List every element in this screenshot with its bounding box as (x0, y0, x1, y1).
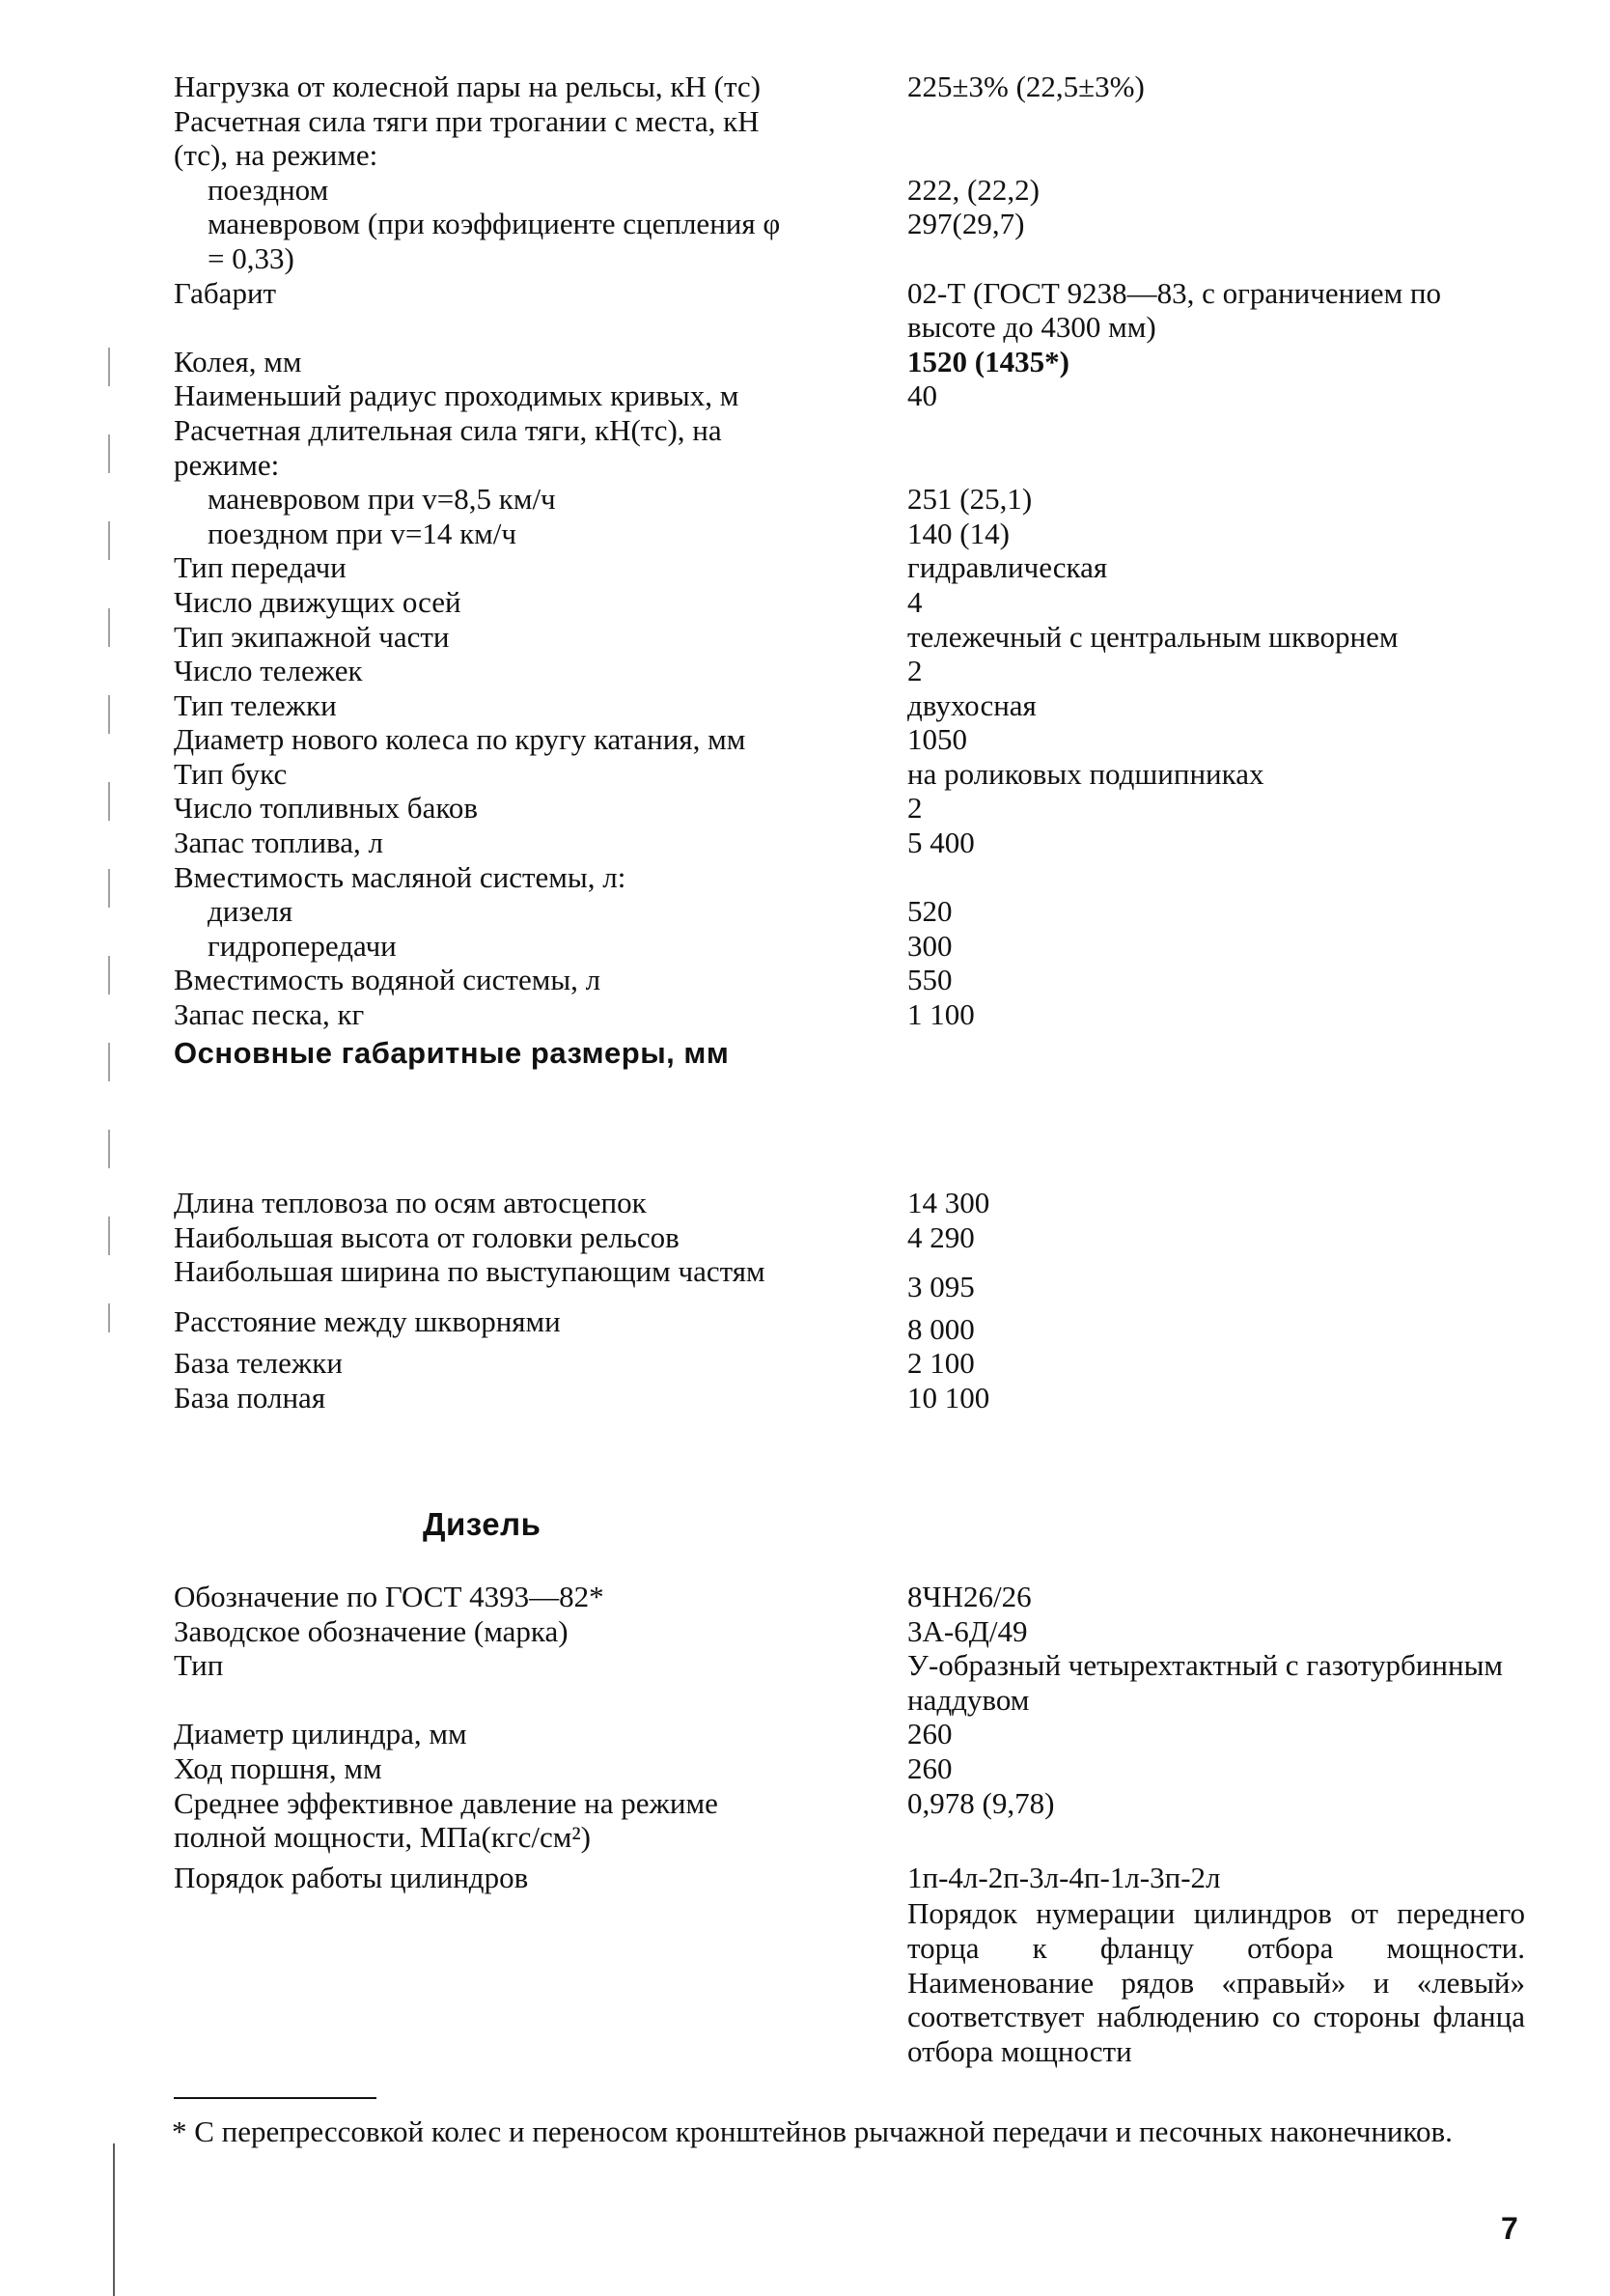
spec-label: Тип букс (174, 756, 288, 791)
spec-value: 40 (907, 378, 937, 413)
spec-label: Заводское обозначение (марка) (174, 1613, 569, 1648)
spec-value: 1 100 (907, 997, 975, 1032)
spec-row (174, 860, 1525, 895)
spec-label: гидропередачи (208, 928, 397, 963)
spec-label: Порядок работы цилиндров (174, 1860, 529, 1894)
spec-row (174, 1861, 1525, 2069)
spec-value: 8 000 (907, 1311, 975, 1346)
spec-value: 2 100 (907, 1346, 975, 1381)
spec-label: Тип тележки (174, 687, 337, 722)
spec-row (174, 791, 1525, 826)
spec-value: 260 (907, 1750, 953, 1785)
spec-row (174, 70, 1525, 104)
cylinder-numbering-note: Порядок нумерации цилиндров от переднего торца к фланцу отбора мощности. Наименование рядов «правый» и «левый» соответствует наблюдению со стороны фланца отбора мощности (907, 1896, 1525, 2068)
footnote: * С перепрессовкой колес и переносом кронштейнов рычажной передачи и песочных наконечников. (172, 2114, 1453, 2148)
spec-label: Число топливных баков (174, 791, 478, 826)
spec-value: 1п-4л-2п-3л-4п-1л-3п-2л (907, 1860, 1221, 1894)
spec-label: Наименьший радиус проходимых кривых, м (174, 378, 739, 413)
spec-value: 520 (907, 894, 953, 929)
spec-value: 2 (907, 791, 923, 826)
spec-row (174, 963, 1525, 997)
spec-value: 4 (907, 584, 923, 619)
spec-value: 550 (907, 963, 953, 997)
spec-value: 225±3% (22,5±3%) (907, 70, 1145, 103)
spec-row (174, 1751, 1525, 1786)
spec-row (174, 722, 1525, 757)
spec-row (174, 345, 1525, 379)
spec-value: 260 (907, 1717, 953, 1751)
spec-label: Ход поршня, мм (174, 1750, 382, 1785)
spec-value (907, 860, 1525, 895)
spec-value: 2 (907, 654, 923, 688)
spec-label: Наибольшая ширина по выступающим частям (174, 1254, 765, 1289)
spec-value-with-note (907, 1861, 1525, 2069)
spec-value: на роликовых подшипниках (907, 756, 1264, 791)
spec-value: 14 300 (907, 1186, 990, 1219)
spec-value: 3А-6Д/49 (907, 1613, 1028, 1648)
spec-row (174, 482, 1525, 517)
spec-row (174, 929, 1525, 964)
spec-value: 4 290 (907, 1219, 975, 1254)
spec-value (907, 104, 1525, 173)
spec-value: гидравлическая (907, 550, 1108, 585)
spec-value: 1050 (907, 722, 967, 757)
spec-row (174, 1786, 1525, 1855)
spec-label: Расстояние между шкворнями (174, 1303, 561, 1338)
spec-value: 02-Т (ГОСТ 9238—83, с ограничением по высоте до 4300 мм) (907, 275, 1442, 345)
binding-edge-lower (113, 2143, 115, 2296)
spec-label: Нагрузка от колесной пары на рельсы, кН (тс) (174, 70, 761, 103)
spec-label: Расчетная сила тяги при трогании с места, кН (тс), на режиме: (174, 103, 760, 173)
spec-value: 3 095 (907, 1270, 975, 1304)
spec-label: Колея, мм (174, 344, 302, 378)
spec-value: двухосная (907, 687, 1037, 722)
spec-row (174, 826, 1525, 860)
spec-label: Тип (174, 1648, 224, 1683)
spec-label: Габарит (174, 275, 277, 310)
spec-table-dimensions (174, 1186, 1525, 1415)
spec-label: Запас песка, кг (174, 997, 365, 1032)
spec-label: Число движущих осей (174, 584, 461, 619)
spec-label: дизеля (208, 894, 293, 929)
spec-row (174, 104, 1525, 173)
binding-edge (108, 348, 110, 1332)
spec-label: Обозначение по ГОСТ 4393—82* (174, 1580, 604, 1613)
spec-value: 140 (14) (907, 516, 1010, 550)
spec-row (174, 1648, 1525, 1717)
spec-row (174, 620, 1525, 655)
spec-value: 0,978 (9,78) (907, 1785, 1055, 1820)
spec-label: Тип передачи (174, 550, 347, 585)
spec-label: База полная (174, 1380, 326, 1414)
spec-label: Длина тепловоза по осям автосцепок (174, 1186, 647, 1219)
spec-label: Диаметр цилиндра, мм (174, 1717, 467, 1751)
spec-row (174, 1580, 1525, 1614)
spec-label: поездном при v=14 км/ч (208, 516, 516, 550)
spec-label: База тележки (174, 1346, 343, 1381)
spec-row (174, 757, 1525, 792)
spec-row (174, 207, 1525, 275)
spec-row (174, 1614, 1525, 1649)
spec-label: Тип экипажной части (174, 619, 450, 654)
dimensions-heading-row (174, 1036, 1525, 1071)
spec-row (174, 1220, 1525, 1255)
spec-row (174, 997, 1525, 1032)
spec-row (174, 585, 1525, 620)
spec-row (174, 413, 1525, 482)
spec-label: Среднее эффективное давление на режиме полной мощности, МПа(кгс/см²) (174, 1785, 718, 1855)
spec-row (174, 894, 1525, 929)
spec-row (174, 517, 1525, 551)
spec-value: 222, (22,2) (907, 172, 1040, 207)
spec-label: поездном (208, 172, 329, 207)
spec-row (174, 173, 1525, 208)
spec-label: Наибольшая высота от головки рельсов (174, 1219, 680, 1254)
spec-label: маневровом при v=8,5 км/ч (208, 482, 556, 517)
spec-row (174, 1346, 1525, 1381)
spec-value: 5 400 (907, 826, 975, 860)
spec-table-diesel (174, 1580, 1525, 2068)
spec-label: Диаметр нового колеса по кругу катания, мм (174, 722, 746, 757)
spec-value: 297(29,7) (907, 207, 1025, 241)
footnote-rule (174, 2097, 376, 2099)
spec-label: Расчетная длительная сила тяги, кН(тс), на режиме: (174, 412, 722, 482)
spec-row (174, 550, 1525, 585)
spec-row (174, 276, 1525, 345)
spec-row (174, 1381, 1525, 1415)
diesel-section-title: Дизель (423, 1506, 541, 1542)
spec-row (174, 1304, 1525, 1347)
spec-row (174, 378, 1525, 413)
spec-value: 8ЧН26/26 (907, 1580, 1032, 1613)
spec-table-general (174, 70, 1525, 1070)
page-number: 7 (1501, 2211, 1518, 2246)
spec-label: Вместимость водяной системы, л (174, 963, 601, 997)
spec-value: 251 (25,1) (907, 482, 1033, 517)
spec-label: Вместимость масляной системы, л: (174, 859, 626, 894)
spec-value: У-образный четырехтактный с газотурбинным наддувом (907, 1648, 1504, 1717)
spec-label: маневровом (при коэффициенте сцепления φ = 0,33) (208, 207, 781, 275)
spec-label: Запас топлива, л (174, 826, 383, 860)
spec-value: 1520 (1435*) (907, 344, 1069, 378)
spec-row (174, 688, 1525, 723)
spec-row (174, 1254, 1525, 1304)
spec-label: Число тележек (174, 654, 363, 688)
spec-value: 300 (907, 928, 953, 963)
spec-value: 10 100 (907, 1380, 990, 1414)
spec-value: тележечный с центральным шкворнем (907, 619, 1399, 654)
spec-value (907, 413, 1525, 482)
spec-row (174, 1717, 1525, 1751)
spec-row (174, 654, 1525, 688)
dimensions-heading: Основные габаритные размеры, мм (174, 1035, 730, 1070)
spec-row (174, 1186, 1525, 1220)
